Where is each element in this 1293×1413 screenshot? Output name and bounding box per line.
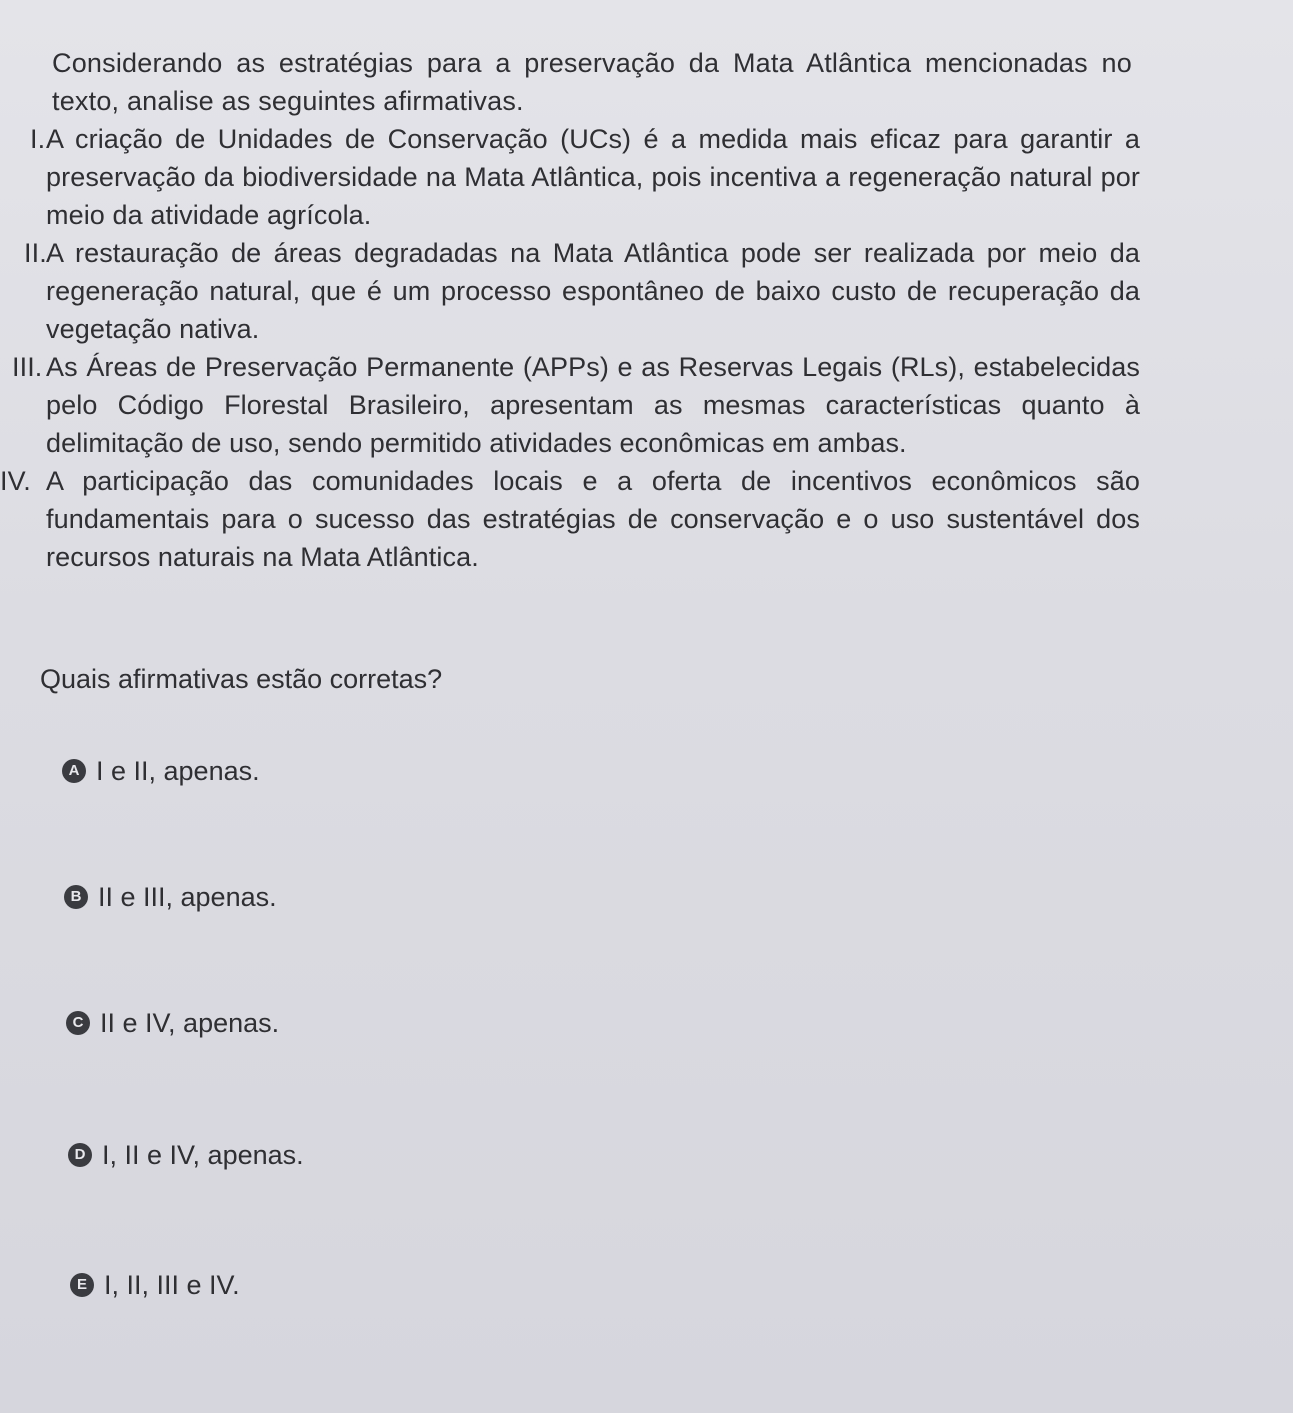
option-letter-badge: B bbox=[64, 885, 88, 909]
statement-numeral: I. bbox=[30, 124, 46, 154]
statement-iii bbox=[0, 348, 1140, 462]
statements-list bbox=[0, 120, 1140, 576]
option-letter-badge: C bbox=[66, 1011, 90, 1035]
option-text: I, II e IV, apenas. bbox=[102, 1140, 304, 1170]
statement-text: As Áreas de Preservação Permanente (APPs) e as Reservas Legais (RLs), estabelecidas pelo Código Florestal Brasileiro, apresentam as mesmas características quanto à delimitação de uso, sendo permitido atividades econômicas em ambas. bbox=[46, 352, 1140, 458]
option-letter-badge: D bbox=[68, 1143, 92, 1167]
option-text: I e II, apenas. bbox=[96, 756, 260, 786]
option-letter-badge: E bbox=[70, 1273, 94, 1297]
option-letter-badge: A bbox=[62, 759, 86, 783]
statement-text: A participação das comunidades locais e a oferta de incentivos econômicos são fundamentais para o sucesso das estratégias de conservação e o uso sustentável dos recursos naturais na Mata Atlântica. bbox=[46, 466, 1140, 572]
statement-numeral: III. bbox=[12, 352, 43, 382]
statement-numeral: IV. bbox=[0, 466, 31, 496]
answer-option-a[interactable] bbox=[62, 752, 260, 790]
question-prompt: Quais afirmativas estão corretas? bbox=[40, 664, 443, 694]
option-text: I, II, III e IV. bbox=[104, 1270, 240, 1300]
statement-text: A criação de Unidades de Conservação (UCs) é a medida mais eficaz para garantir a preservação da biodiversidade na Mata Atlântica, pois incentiva a regeneração natural por meio da atividade agrícola. bbox=[46, 124, 1140, 230]
option-text: II e IV, apenas. bbox=[100, 1008, 280, 1038]
option-text: II e III, apenas. bbox=[98, 882, 277, 912]
statement-i bbox=[0, 120, 1140, 234]
question-intro: Considerando as estratégias para a preservação da Mata Atlântica mencionadas no texto, analise as seguintes afirmativas. bbox=[52, 48, 1132, 116]
statement-numeral: II. bbox=[24, 238, 47, 268]
answer-option-b[interactable] bbox=[64, 878, 277, 916]
answer-option-c[interactable] bbox=[66, 1004, 279, 1042]
answer-option-e[interactable] bbox=[70, 1266, 240, 1304]
statement-iv bbox=[0, 462, 1140, 576]
statement-text: A restauração de áreas degradadas na Mata Atlântica pode ser realizada por meio da regeneração natural, que é um processo espontâneo de baixo custo de recuperação da vegetação nativa. bbox=[46, 238, 1140, 344]
statement-ii bbox=[0, 234, 1140, 348]
answer-option-d[interactable] bbox=[68, 1136, 304, 1174]
